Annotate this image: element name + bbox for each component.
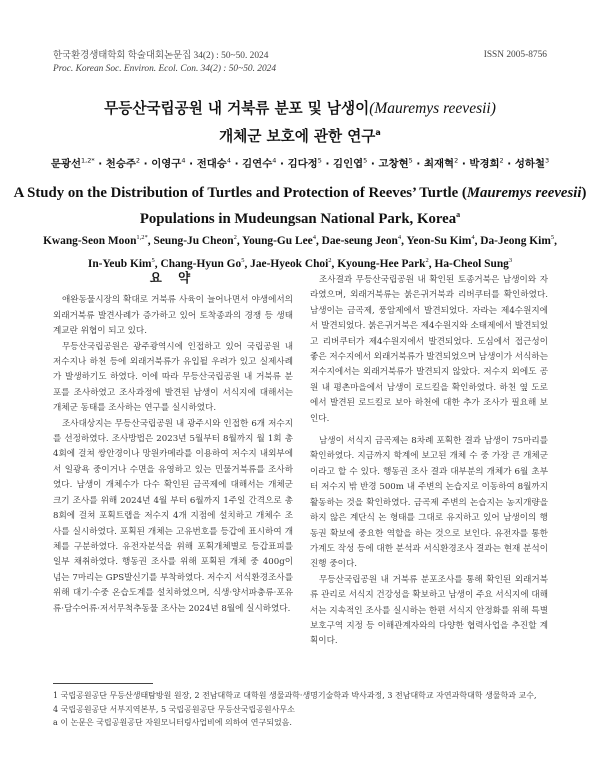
author-name: 박경희 [469, 158, 500, 170]
author-name: 김다정 [287, 158, 318, 170]
author-affiliation: 1,2* [136, 234, 148, 241]
author-name: 이영구 [151, 158, 182, 170]
authors-korean: 문광선$^{1,2*}$ · 천승주$^2$ · 이영구$^4$ · 전대승$^4$ · 김연수$^4$ · 김다정$^5$ · 김인엽$^5$ · 고창현$^5$ · 최재혁$^2$ · 박경희$^2$ · 성하철$^3$ [50, 156, 550, 170]
author-name: Young-Gu Lee [242, 234, 313, 247]
author-affiliation: 5 [241, 256, 245, 264]
journal-header [53, 50, 276, 76]
abstract-left-column [53, 270, 293, 617]
abstract-paragraph: 조사대상지는 무등산국립공원 내 광주시와 인접한 6개 저수지를 선정하였다. 조사방법은 2023년 5월부터 8월까지 월 1회 총 4회에 걸쳐 쌍안경이나 망원카메라를 이용하여 저수지 내외부에서 일광욕 중이거나 수면을 유영하고 있는 민물거북류를 조사하였다. 남생이 개체수가 다수 확인된 금곡제에 대해서는 개체군 크기 조사를 위해 2024년 4월 부터 6월까지 1주일 간격으로 총 8회에 걸쳐 포획트랩을 저수지 4개 지점에 설치하고 개체수 조사를 실시하였다. 포획된 개체는 고유번호를 등갑에 표시하여 개체를 구분하였다. 유전자분석을 위해 포획개체별로 등갑표피를 일부 채취하였다. 행동권 조사를 위해 포획된 개체 중 400g이 넘는 7마리는 GPS발신기를 부착하였다. 저수지 서식환경조사를 위해 대기·수중 온습도계를 설치하였으며, 식생·양서파충류·포유류·담수어류·저서무척추동물 조사는 2024년 8월에 실시하였다. [53, 418, 293, 614]
author-affiliation: 4 [312, 234, 316, 241]
author-name: Kwang-Seon Moon [43, 234, 137, 247]
footnote-divider [53, 683, 153, 684]
title-english [0, 183, 600, 230]
abstract-right-column [310, 273, 548, 650]
author-affiliation: 2 [499, 156, 504, 165]
author-name: 전대승 [196, 158, 227, 170]
author-name: 최재혁 [423, 158, 455, 170]
footnote: 4 국립공원공단 서부지역본부, 5 국립공원공단 무등산국립공원사무소 [53, 704, 295, 714]
title-en-line2: Populations in Mudeungsan National Park, Korea [139, 210, 457, 227]
author-affiliation: 1,2* [81, 156, 95, 165]
author-name: 천승주 [105, 158, 136, 170]
author-name: Ha-Cheol Sung [434, 257, 509, 270]
author-affiliation: 5 [317, 156, 322, 165]
author-name: Yeon-Su Kim [406, 234, 472, 247]
footnote: a 이 논문은 국립공원공단 자원모니터링사업비에 의하여 연구되었음. [53, 718, 292, 727]
abstract-paragraph: 무등산국립공원 내 거북류 분포조사를 통해 확인된 외래거북류 관리로 서식지 건강성을 확보하고 남생이 주요 서식지에 대해서는 지속적인 조사를 실시하는 한편 서식지 안정화를 위해 특별보호구역 지정 등 이해관계자와의 다양한 협력사업을 추진할 계획이다. [310, 574, 548, 647]
author-name: Dae-seung Jeon [321, 234, 398, 247]
title-en-paren: ) [581, 185, 587, 201]
author-affiliation: 2 [454, 156, 459, 165]
author-name: 문광선 [50, 158, 81, 170]
author-affiliation: 4 [226, 156, 231, 165]
author-name: In-Yeub Kim [87, 257, 152, 270]
author-affiliation: 4 [181, 156, 186, 165]
title-kr-main: 무등산국립공원 내 거북류 분포 및 남생이 [104, 100, 370, 117]
issn: ISSN 2005-8756 [483, 50, 547, 60]
author-affiliation: 3 [508, 256, 513, 264]
abstract-paragraph: 무등산국립공원은 광주광역시에 인접하고 있어 국립공원 내 저수지나 하천 등에 외래거북류가 유입될 우려가 있고 실제사례가 발생하기도 하였다. 이에 따라 무등산국립공원 내 거북류 분포를 조사하였고 조사과정에 발견된 남생이 서식지에 대해서는 개체군 동태를 조사하는 연구를 실시하였다. [53, 341, 293, 414]
author-name: Chang-Hyun Go [160, 257, 242, 270]
title-en-line1: A Study on the Distribution of Turtles and Protection of Reeves’ Turtle ( [13, 185, 467, 201]
title-kr-scientific-name: (Mauremys reevesii) [369, 100, 496, 117]
author-name: Jae-Hyeok Choi [250, 257, 329, 270]
author-affiliation: 5 [550, 234, 555, 241]
author-affiliation: 4 [397, 234, 402, 241]
author-affiliation: 2 [135, 156, 141, 165]
author-affiliation: 2 [328, 256, 332, 264]
journal-citation-kr: 한국환경생태학회 학술대회논문집 34(2) : 50~50. 2024 [53, 51, 269, 61]
authors-english: Kwang-Seon Moon$^{1,2*}$, Seung-Ju Cheon$^2$, Young-Gu Lee$^4$, Dae-seung Jeon$^4$, Yeon-Su Kim$^4$, Da-Jeong Kim$^5$, In-Yeub Kim$^5$, Chang-Hyun Go$^5$, Jae-Hyeok Choi$^2$, Kyoung-Hee Park$^2$, Ha-Cheol Sung$^3$ [43, 234, 557, 270]
author-affiliation: 5 [151, 256, 155, 264]
title-en-footnote-mark: a [456, 210, 461, 219]
author-name: Kyoung-Hee Park [337, 257, 426, 270]
author-affiliation: 5 [363, 156, 368, 165]
footnotes [53, 689, 553, 730]
title-korean [0, 97, 600, 149]
author-affiliation: 3 [544, 156, 550, 165]
author-affiliation: 2 [233, 234, 237, 241]
author-name: Seung-Ju Cheon [153, 234, 234, 247]
abstract-paragraph: 애완동물시장의 확대로 거북류 사육이 늘어나면서 야생에서의 외래거북류 발견사례가 증가하고 있어 토착종과의 경쟁 등 생태계교란 위협이 되고 있다. [53, 295, 293, 337]
journal-citation-en: Proc. Korean Soc. Environ. Ecol. Con. 34(2) : 50~50. 2024 [53, 64, 277, 74]
author-name: 고창현 [378, 158, 409, 170]
author-affiliation: 2 [425, 256, 429, 264]
title-en-scientific-name: Mauremys reevesii [466, 185, 582, 201]
author-name: Da-Jeong Kim [480, 234, 551, 247]
author-affiliation: 4 [471, 234, 475, 241]
author-name: 성하철 [514, 158, 545, 170]
abstract-paragraph: 조사결과 무등산국립공원 내 확인된 토종거북은 남생이와 자라였으며, 외래거북류는 붉은귀거북과 리버쿠터를 확인하였다. 남생이는 금곡제, 풍암제에서 발견되었다. 자라는 제4수원지에서 발견되었다. 붉은귀거북은 제4수원지와 소태제에서 발견되었고 리버쿠터가 제4수원지에서 발견되었다. 도심에서 접근성이 좋은 저수지에서 외래거북류가 발견되었으며 남생이가 서식하는 저수지에서는 외래거북류가 발견되지 않았다. 저수지 외에도 공원 내 평촌마을에서 남생이 로드킬을 확인하였다. 하천 옆 도로에서 발견된 로드킬로 보아 하천에 대한 추가 조사가 필요해 보인다. [310, 275, 548, 424]
author-name: 김인엽 [333, 158, 364, 170]
author-affiliation: 5 [408, 156, 413, 165]
abstract-heading: 요 약 [149, 270, 197, 285]
author-affiliation: 4 [272, 156, 277, 165]
title-kr-footnote-mark: a [375, 128, 381, 137]
abstract-paragraph: 남생이 서식지 금곡제는 8차례 포획한 결과 남생이 75마리를 확인하였다. 지금까지 학계에 보고된 개체 수 중 가장 큰 개체군이라고 할 수 있다. 행동권 조사 결과 대부분의 개체가 6월 초부터 저수지 밖 반경 500m 내 주변의 논습지로 이동하여 8월까지 활동하는 것을 확인하였다. 금곡제 주변의 논습지는 농지개량을 하지 않은 계단식 논 형태를 그대로 유지하고 있어 남생이의 행동권 확보에 중요한 역할을 하는 것으로 보인다. 유전자를 통한 가계도 작성 등에 대한 분석과 서식환경조사 결과는 현재 분석이 진행 중이다. [310, 436, 548, 570]
title-kr-line2: 개체군 보호에 관한 연구 [219, 127, 376, 145]
author-name: 김연수 [242, 158, 273, 170]
footnote: 1 국립공원공단 무등산생태탐방원 원장, 2 전남대학교 대학원 생물과학·생명기술학과 박사과정, 3 전남대학교 자연과학대학 생물학과 교수, [53, 691, 537, 700]
